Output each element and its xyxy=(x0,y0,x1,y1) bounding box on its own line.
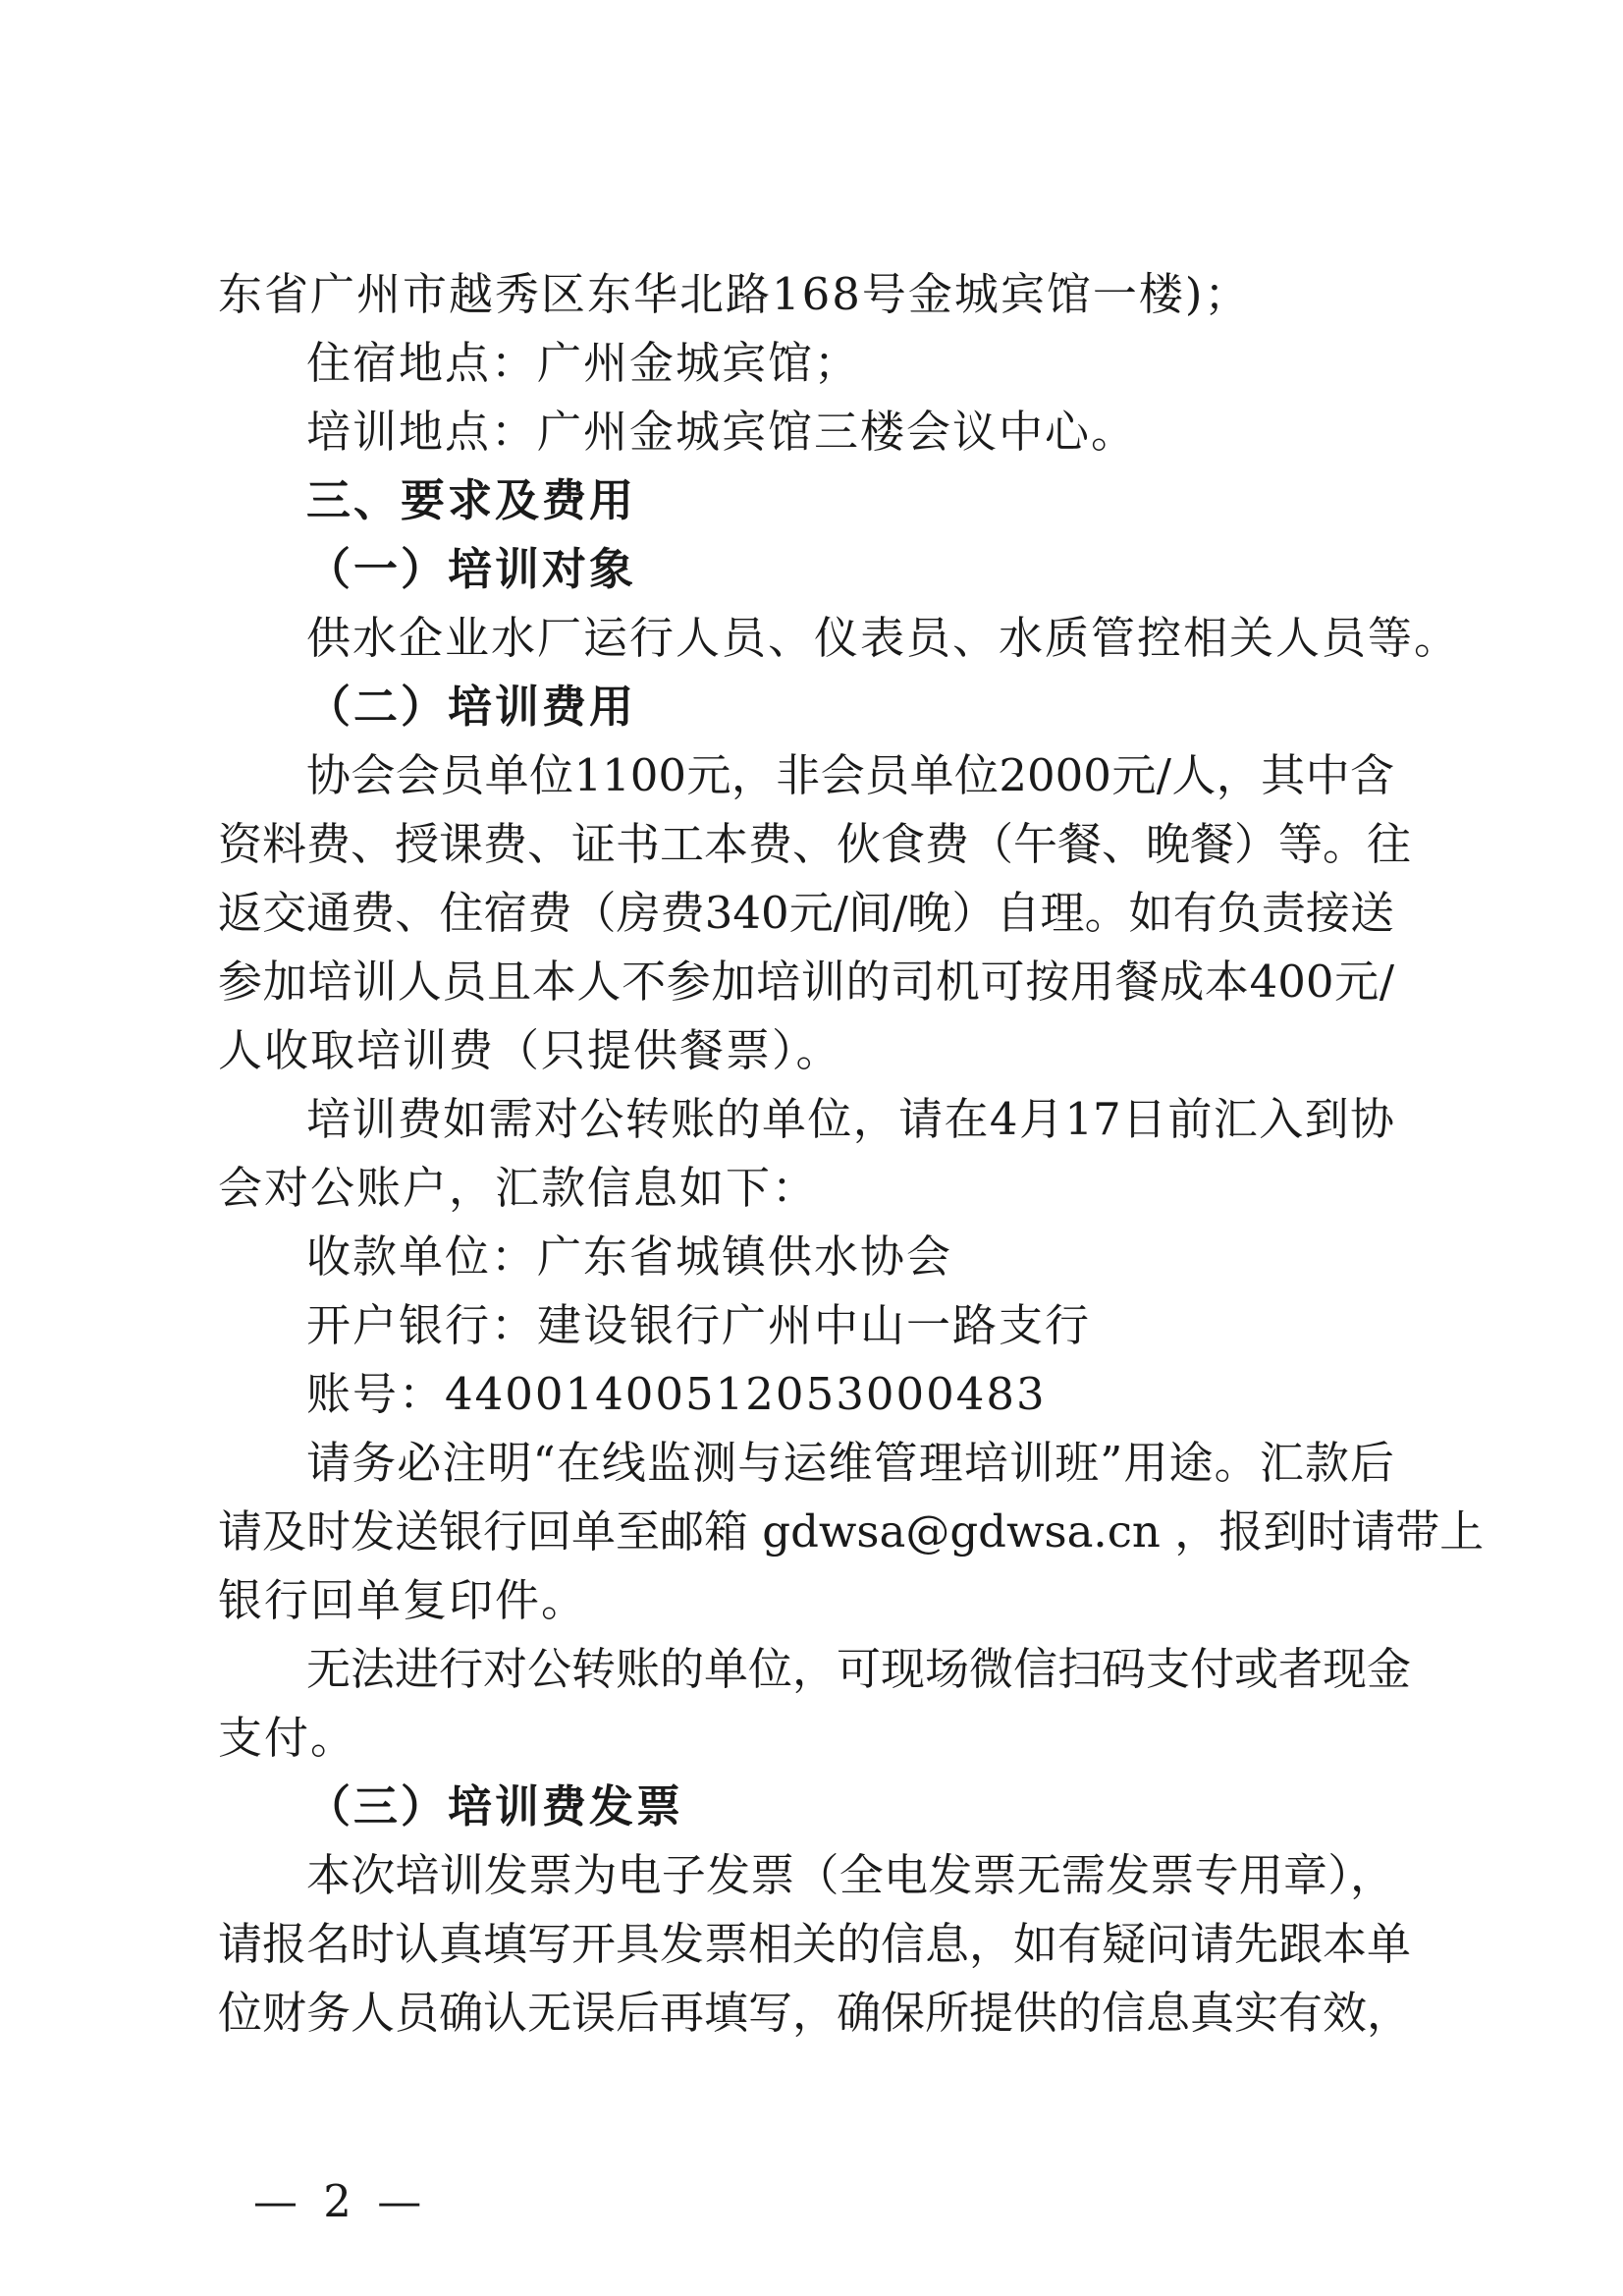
subheading-training-targets: （一）培训对象 xyxy=(306,543,637,595)
accommodation-location: 住宿地点：广州金城宾馆； xyxy=(306,337,861,389)
invoice-paragraph-line-2: 请报名时认真填写开具发票相关的信息，如有疑问请先跟本单 xyxy=(218,1918,1412,1970)
page-number: — 2 — xyxy=(253,2175,428,2227)
bank-name: 开户银行：建设银行广州中山一路支行 xyxy=(306,1299,1092,1351)
remittance-note-line-1: 请务必注明“在线监测与运维管理培训班”用途。汇款后 xyxy=(306,1437,1394,1489)
remittance-note-line-2: 请及时发送银行回单至邮箱 gdwsa@gdwsa.cn ，报到时请带上 xyxy=(218,1505,1485,1558)
transfer-paragraph-line-1: 培训费如需对公转账的单位，请在4月17日前汇入到协 xyxy=(306,1093,1394,1145)
fees-paragraph-line-5: 人收取培训费（只提供餐票）。 xyxy=(218,1024,842,1076)
account-number: 账号：44001400512053000483 xyxy=(306,1368,1047,1420)
section-heading-requirements-fees: 三、要求及费用 xyxy=(306,474,637,526)
transfer-paragraph-line-2: 会对公账户，汇款信息如下： xyxy=(218,1162,819,1214)
invoice-paragraph-line-3: 位财务人员确认无误后再填写，确保所提供的信息真实有效， xyxy=(218,1987,1412,2039)
invoice-paragraph-line-1: 本次培训发票为电子发票（全电发票无需发票专用章）， xyxy=(306,1849,1394,1901)
payee-unit: 收款单位：广东省城镇供水协会 xyxy=(306,1230,953,1283)
fees-paragraph-line-4: 参加培训人员且本人不参加培训的司机可按用餐成本400元/ xyxy=(218,956,1394,1008)
fees-paragraph-line-1: 协会会员单位1100元，非会员单位2000元/人，其中含 xyxy=(306,749,1394,801)
training-targets-text: 供水企业水厂运行人员、仪表员、水质管控相关人员等。 xyxy=(306,612,1461,664)
onsite-payment-line-1: 无法进行对公转账的单位，可现场微信扫码支付或者现金 xyxy=(306,1643,1412,1695)
address-continuation-line: 东省广州市越秀区东华北路168号金城宾馆一楼)； xyxy=(218,268,1251,320)
subheading-training-fees: （二）培训费用 xyxy=(306,681,637,733)
remittance-note-line-3: 银行回单复印件。 xyxy=(218,1574,588,1626)
fees-paragraph-line-2: 资料费、授课费、证书工本费、伙食费（午餐、晚餐）等。往 xyxy=(218,818,1412,870)
onsite-payment-line-2: 支付。 xyxy=(218,1712,357,1764)
fees-paragraph-line-3: 返交通费、住宿费（房费340元/间/晚）自理。如有负责接送 xyxy=(218,887,1394,939)
training-location: 培训地点：广州金城宾馆三楼会议中心。 xyxy=(306,406,1138,458)
subheading-invoice: （三）培训费发票 xyxy=(306,1780,684,1832)
